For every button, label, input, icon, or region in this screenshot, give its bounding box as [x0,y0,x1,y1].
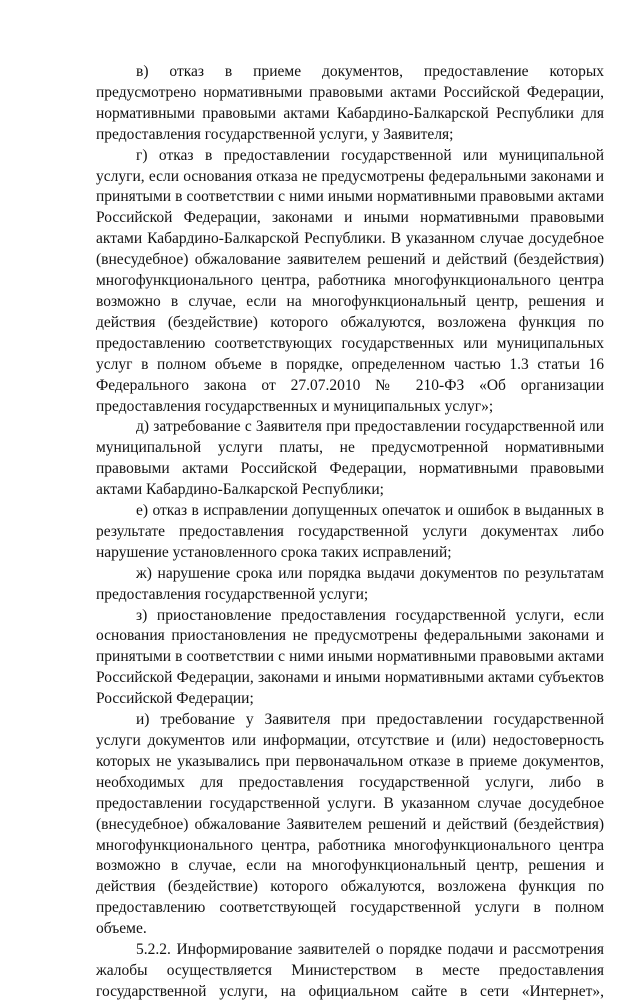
paragraph-d: д) затребование с Заявителя при предоставлении государственной или муниципальной услуги платы, не предусмотренной нормативными правовыми актами Российской Федерации, нормативными правовыми актами Кабардино-Балкарской Республики; [96,418,604,499]
paragraph-z: з) приостановление предоставления государственной услуги, если основания приостановления не предусмотрены федеральными законами и принятыми в соответствии с ними иными нормативными правовыми актами Российской Федерации, законами и иными нормативными актами субъектов Российской Федерации; [96,606,604,708]
paragraph-zh: ж) нарушение срока или порядка выдачи документов по результатам предоставления государственной услуги; [96,564,604,603]
paragraph-i: и) требование у Заявителя при предоставлении государственной услуги документов или информации, отсутствие и (или) недостоверность которых не указывались при первоначальном отказе в приеме документов, необходимых для предоставления государственной услуги, либо в предоставлении государственной услуги. В указанном случае досудебное (внесудебное) обжалование Заявителем решений и действий (бездействия) многофункционального центра, работника многофункционального центра возможно в случае, если на многофункциональный центр, решения и действия (бездействие) которого обжалуются, возложена функция по предоставлению соответствующей государственной услуги в полном объеме. [96,711,604,938]
paragraph-v: в) отказ в приеме документов, предоставление которых предусмотрено нормативными правовыми актами Российской Федерации, нормативными правовыми актами Кабардино-Балкарской Республики для предоставления государственной услуги, у Заявителя; [96,63,604,143]
paragraph-5-2-2: 5.2.2. Информирование заявителей о порядке подачи и рассмотрения жалобы осуществляется Министерством в месте предоставления государственной услуги, на официальном сайте в сети «Интернет», [96,941,604,1000]
paragraph-g: г) отказ в предоставлении государственной или муниципальной услуги, если основания отказа не предусмотрены федеральными законами и принятыми в соответствии с ними иными нормативными правовыми актами Российской Федерации, законами и иными нормативными правовыми актами Кабардино-Балкарской Республики. В указанном случае досудебное (внесудебное) обжалование заявителем решений и действий (бездействия) многофункционального центра, работника многофункционального центра возможно в случае, если на многофункциональный центр, решения и действия (бездействие) которого обжалуются, возложена функция по предоставлению соответствующих государственных или муниципальных услуг в полном объеме в порядке, определенном частью 1.3 статьи 16 Федерального закона от 27.07.2010 № 210-ФЗ «Об организации предоставления государственных и муниципальных услуг»; [96,146,604,415]
paragraph-e: е) отказ в исправлении допущенных опечаток и ошибок в выданных в результате предоставления государственной услуги документах либо нарушение установленного срока таких исправлений; [96,502,604,561]
